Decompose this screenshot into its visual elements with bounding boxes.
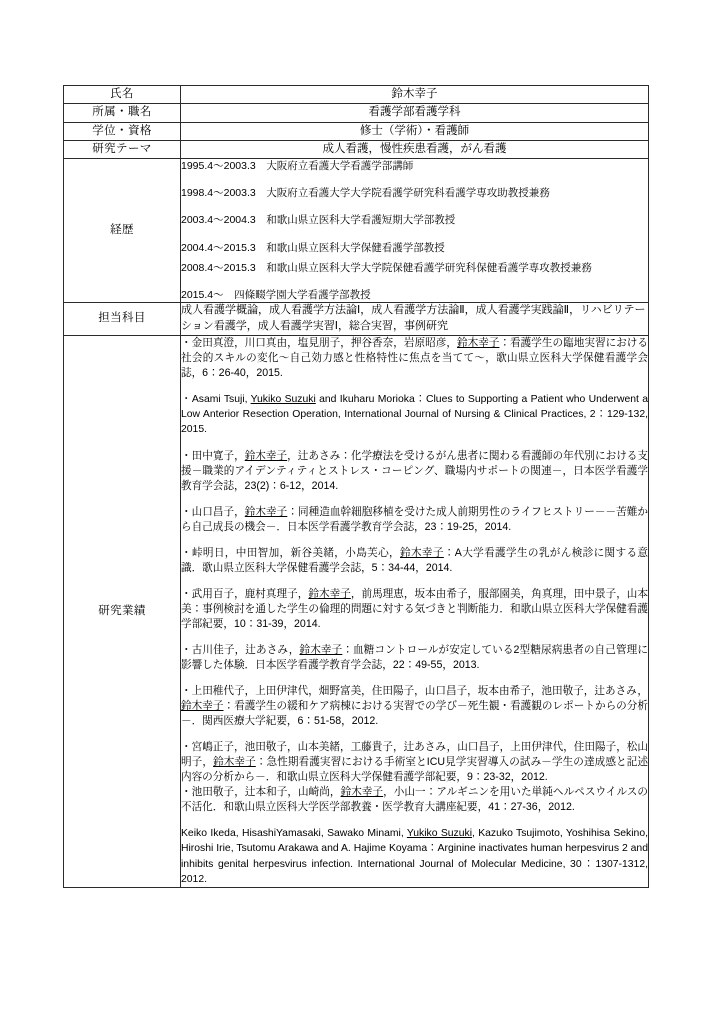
publication-item (181, 785, 648, 815)
publication-authors-prefix: ・武用百子，鹿村真理子， (181, 587, 309, 600)
publication-authors-prefix: ・山口昌子， (181, 505, 245, 518)
row-label-courses: 担当科目 (64, 303, 181, 336)
row-value-courses (181, 303, 649, 336)
publication-citation-text: ：A大学看護学生の乳がん検診に関する意識．歌山県立医科大学保健看護学会誌，5：34-44，2014. (181, 546, 649, 574)
researcher-profile-table (63, 85, 649, 888)
publication-item (181, 392, 648, 438)
table-body (64, 86, 649, 888)
table-row-name (64, 86, 649, 104)
career-item: 1998.4～2003.3 大阪府立看護大学大学院看護学研究科看護学専攻助教授兼務 (181, 187, 550, 200)
table-row-courses (64, 303, 649, 336)
highlighted-author-name: Yukiko Suzuki (250, 394, 316, 405)
publication-item (181, 740, 648, 785)
row-label-career: 経歴 (64, 159, 181, 303)
publication-item (181, 449, 648, 494)
row-label-affiliation: 所属・職名 (64, 104, 181, 122)
row-value-affiliation: 看護学部看護学科 (181, 104, 649, 122)
publication-citation-text: ：急性期看護実習における手術室とICU見学実習導入の試み－学生の達成感と記述内容の分析から－．和歌山県立医科大学保健看護学部紀要，9：23-32，2012. (181, 756, 649, 784)
highlighted-author-name: 鈴木幸子 (299, 643, 343, 656)
highlighted-author-name: 鈴木幸子 (456, 336, 500, 349)
publication-authors-prefix: ・田中寛子， (181, 449, 245, 462)
row-label-theme: 研究テーマ (64, 140, 181, 158)
publication-authors-prefix: ・宮嶋正子，池田敬子，山本美緒，工藤貴子，辻あさみ，山口昌子，上田伊津代，住田陽子，松山明子， (181, 741, 648, 769)
publication-item (181, 684, 648, 729)
publication-citation-text: , Kazuko Tsujimoto, Yoshihisa Sekino, Hiroshi Irie, Tsutomu Arakawa and A. Hajime Koyama：Arginine inactivates human herpesvirus 2 and inhibits genital herpesvirus infection. International Journal of Molecular Medicine, 30：1307-1312, 2012. (181, 828, 648, 885)
table-row-theme (64, 140, 649, 158)
table-row-career (64, 159, 649, 303)
table-row-publications (64, 335, 649, 887)
row-value-theme: 成人看護，慢性疾患看護，がん看護 (181, 140, 649, 158)
publication-list (181, 336, 648, 887)
publication-authors-prefix: ・峠明日，中田智加，新谷美緒，小島芙心， (181, 546, 401, 559)
publication-item (181, 505, 648, 535)
highlighted-author-name: 鈴木幸子 (340, 786, 384, 799)
career-item: 2004.4～2015.3 和歌山県立医科大学保健看護学部教授 (181, 241, 445, 254)
publication-citation-text: ，前馬理恵，坂本由希子，服部園美，角真理，田中景子，山本美：事例検討を通した学生の倫理的問題に対する気づきと判断能力．和歌山県立医科大学保健看護学部紀要，10：31-39，2014. (181, 587, 649, 630)
highlighted-author-name: 鈴木幸子 (244, 505, 288, 518)
publication-citation-text: ：看護学生の臨地実習における社会的スキルの変化～自己効力感と性格特性に焦点を当てて～，歌山県立医科大学保健看護学会誌，6：26-40，2015. (181, 336, 649, 379)
publication-item (181, 336, 648, 381)
table-row-degree (64, 122, 649, 140)
highlighted-author-name: 鈴木幸子 (181, 699, 224, 712)
career-list (181, 159, 648, 302)
publication-authors-prefix: ・Asami Tsuji, (181, 394, 251, 405)
courses-text: 成人看護学概論，成人看護学方法論Ⅰ，成人看護学方法論Ⅱ，成人看護学実践論Ⅱ，リハビリテーション看護学，成人看護学実習Ⅰ，総合実習，事例研究 (181, 304, 646, 332)
publication-citation-text: ：看護学生の緩和ケア病棟における実習での学び－死生観・看護観のレポートからの分析－．関西医療大学紀要，6：51-58，2012. (181, 699, 649, 727)
row-value-degree: 修士（学術）・看護師 (181, 122, 649, 140)
publication-item (181, 643, 648, 673)
publication-item (181, 587, 648, 632)
career-item: 2003.4～2004.3 和歌山県立医科大学看護短期大学部教授 (181, 214, 456, 227)
publication-authors-prefix: ・上田稚代子，上田伊津代，畑野富美，住田陽子，山口昌子，坂本由希子，池田敬子，辻あさみ， (181, 684, 648, 697)
publication-item (181, 826, 648, 887)
publication-authors-prefix: Keiko Ikeda, HisashiYamasaki, Sawako Minami, (181, 828, 407, 840)
publication-citation-text: ：同種造血幹細胞移植を受けた成人前期男性のライフヒストリー－－苦難から自己成長の機会－．日本医学看護学教育学会誌，23：19-25，2014. (181, 505, 649, 533)
row-value-name: 鈴木幸子 (181, 86, 649, 104)
highlighted-author-name: 鈴木幸子 (213, 756, 256, 769)
row-label-degree: 学位・資格 (64, 122, 181, 140)
row-value-publications (181, 335, 649, 887)
career-item: 2008.4～2015.3 和歌山県立医科大学大学院保健看護学研究科保健看護学専攻教授兼務 (181, 261, 592, 274)
row-label-publications: 研究業績 (64, 335, 181, 887)
publication-citation-text: ，小山一：アルギニンを用いた単純ヘルペスウイルスの不活化．和歌山県立医科大学医学部教養・医学教育大講座紀要，41：27-36，2012. (181, 786, 648, 814)
career-item: 1995.4～2003.3 大阪府立看護大学看護学部講師 (181, 160, 414, 172)
row-label-name: 氏名 (64, 86, 181, 104)
highlighted-author-name: Yukiko Suzuki (406, 828, 472, 840)
publication-citation-text: and Ikuharu Morioka：Clues to Supporting a Patient who Underwent a Low Anterior Resection Operation, International Journal of Nursing & Clinical Practices, 2：129-132, 2015. (181, 394, 648, 436)
publication-item (181, 546, 648, 576)
highlighted-author-name: 鈴木幸子 (244, 449, 288, 462)
table-row-affiliation (64, 104, 649, 122)
publication-authors-prefix: ・古川佳子，辻あさみ， (181, 643, 300, 656)
highlighted-author-name: 鈴木幸子 (400, 546, 444, 559)
career-item: 2015.4～ 四條畷学園大学看護学部教授 (181, 288, 371, 301)
row-value-career (181, 159, 649, 303)
publication-authors-prefix: ・池田敬子，辻本和子，山崎尚， (181, 786, 341, 799)
publication-authors-prefix: ・金田真澄，川口真由，塩見朋子，押谷香奈，岩原昭彦， (181, 336, 457, 349)
highlighted-author-name: 鈴木幸子 (308, 587, 351, 600)
publication-citation-text: ，辻あさみ：化学療法を受けるがん患者に関わる看護師の年代別における支援－職業的アイデンティティとストレス・コーピング、職場内サポートの関連－，日本医学看護学教育学会誌，23(2)：6-12，2014. (181, 449, 649, 492)
publication-citation-text: ：血糖コントロールが安定している2型糖尿病患者の自己管理に影響した体験．日本医学看護学教育学会誌，22：49-55，2013. (181, 643, 648, 671)
